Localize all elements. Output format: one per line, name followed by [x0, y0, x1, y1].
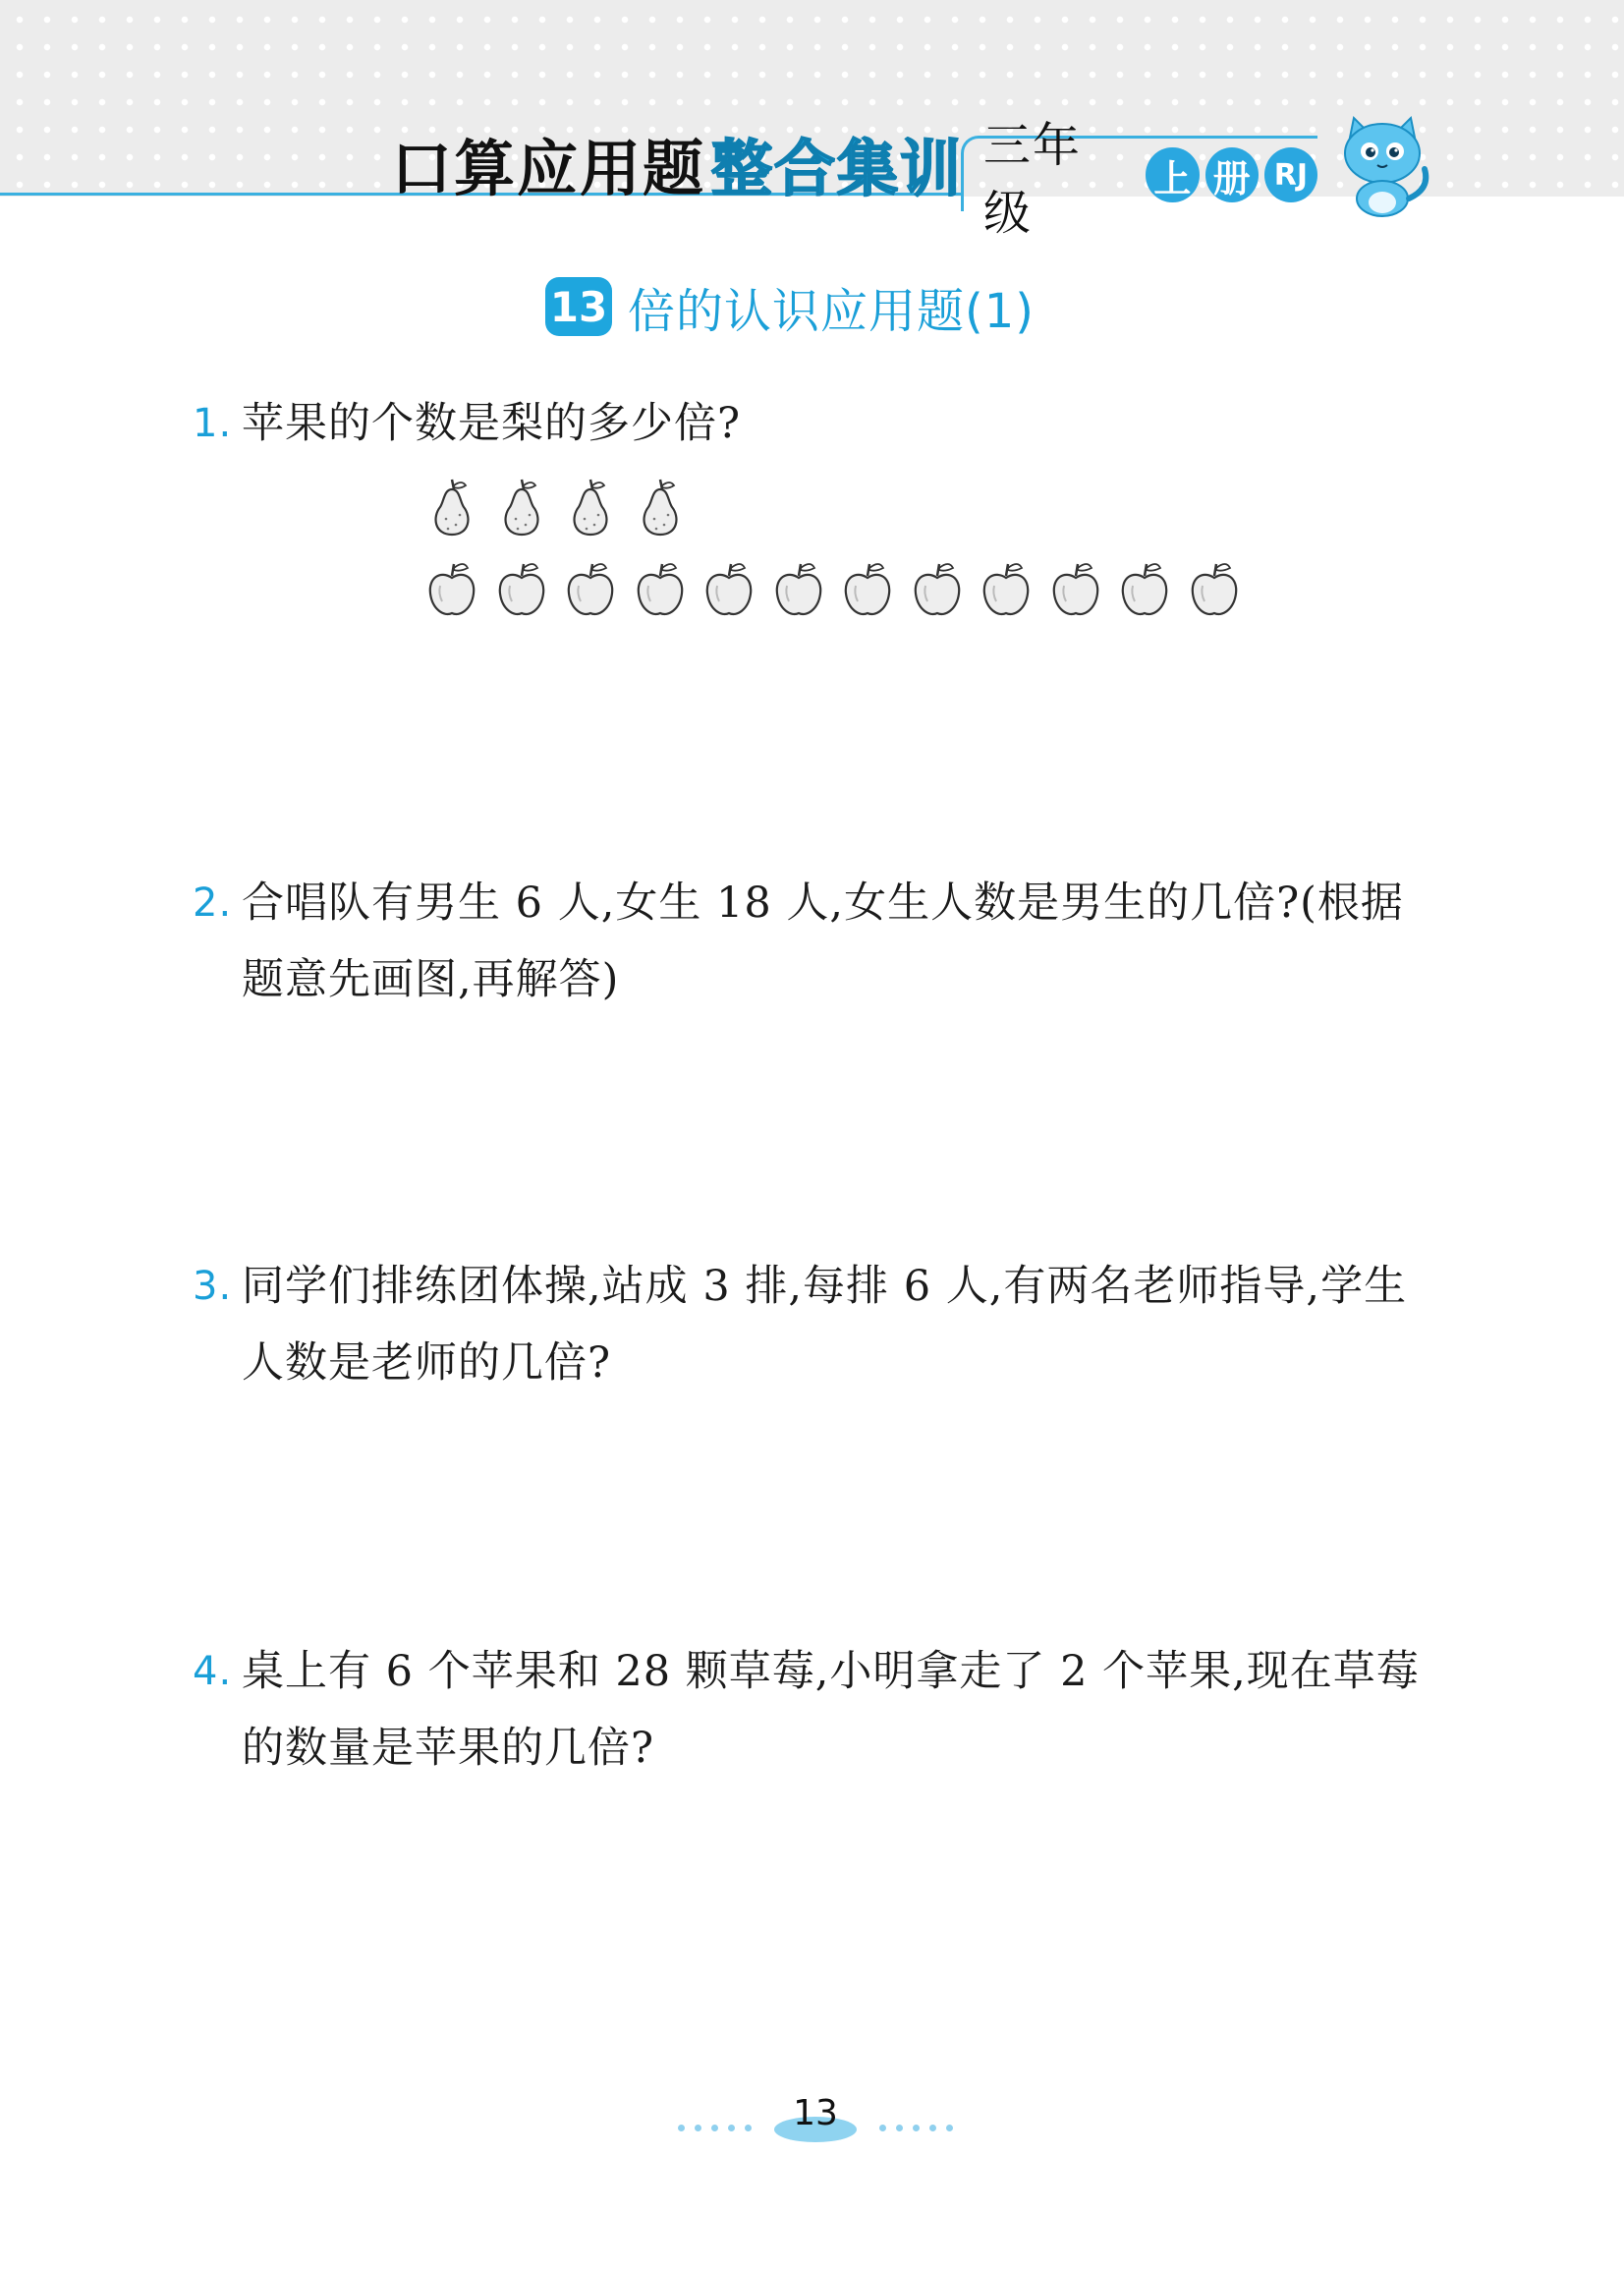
volume-badge-1: 上	[1146, 147, 1199, 202]
question-number: 3.	[193, 1264, 233, 1309]
apple-icon	[494, 556, 549, 619]
apple-row	[424, 556, 1256, 619]
lesson-title	[545, 275, 1035, 338]
page-footer	[678, 2093, 953, 2152]
question-number: 2.	[193, 880, 233, 926]
pear-icon	[563, 476, 618, 539]
question-text: 合唱队有男生 6 人,女生 18 人,女生人数是男生的几倍?(根据题意先画图,再解答)	[242, 879, 1404, 1004]
apple-icon	[1048, 556, 1103, 619]
volume-badge-2: 册	[1205, 147, 1259, 202]
apple-icon	[771, 556, 826, 619]
apple-icon	[979, 556, 1034, 619]
question-1	[193, 385, 1440, 462]
apple-icon	[701, 556, 756, 619]
question-3	[193, 1248, 1440, 1401]
lesson-title-text: 倍的认识应用题(1)	[628, 283, 1035, 339]
question-number: 1.	[193, 401, 233, 446]
question-text: 桌上有 6 个苹果和 28 颗草莓,小明拿走了 2 个苹果,现在草莓的数量是苹果的几倍?	[242, 1647, 1420, 1773]
apple-icon	[1117, 556, 1172, 619]
edition-badge: RJ	[1264, 147, 1317, 202]
pear-row	[424, 476, 701, 539]
lesson-number-badge: 13	[545, 277, 612, 336]
pear-icon	[633, 476, 688, 539]
book-title-highlight: 整合集训	[711, 132, 964, 204]
question-4	[193, 1633, 1440, 1787]
apple-icon	[633, 556, 688, 619]
apple-icon	[910, 556, 965, 619]
question-2	[193, 865, 1440, 1018]
footer-dots-left	[678, 2125, 752, 2132]
apple-icon	[424, 556, 479, 619]
question-text: 同学们排练团体操,站成 3 排,每排 6 人,有两名老师指导,学生人数是老师的几倍?	[242, 1262, 1408, 1388]
pear-icon	[424, 476, 479, 539]
question-number: 4.	[193, 1649, 233, 1694]
book-title-main: 口算应用题	[391, 132, 706, 204]
grade-box	[961, 118, 1317, 241]
apple-icon	[563, 556, 618, 619]
apple-icon	[840, 556, 895, 619]
cat-mascot-icon	[1328, 110, 1436, 218]
page-number: 13	[793, 2093, 838, 2133]
grade-label: 三年级	[983, 118, 1083, 241]
apple-icon	[1187, 556, 1242, 619]
pear-icon	[494, 476, 549, 539]
book-title	[391, 124, 963, 202]
footer-dots-right	[879, 2125, 953, 2132]
question-text: 苹果的个数是梨的多少倍?	[242, 399, 742, 448]
